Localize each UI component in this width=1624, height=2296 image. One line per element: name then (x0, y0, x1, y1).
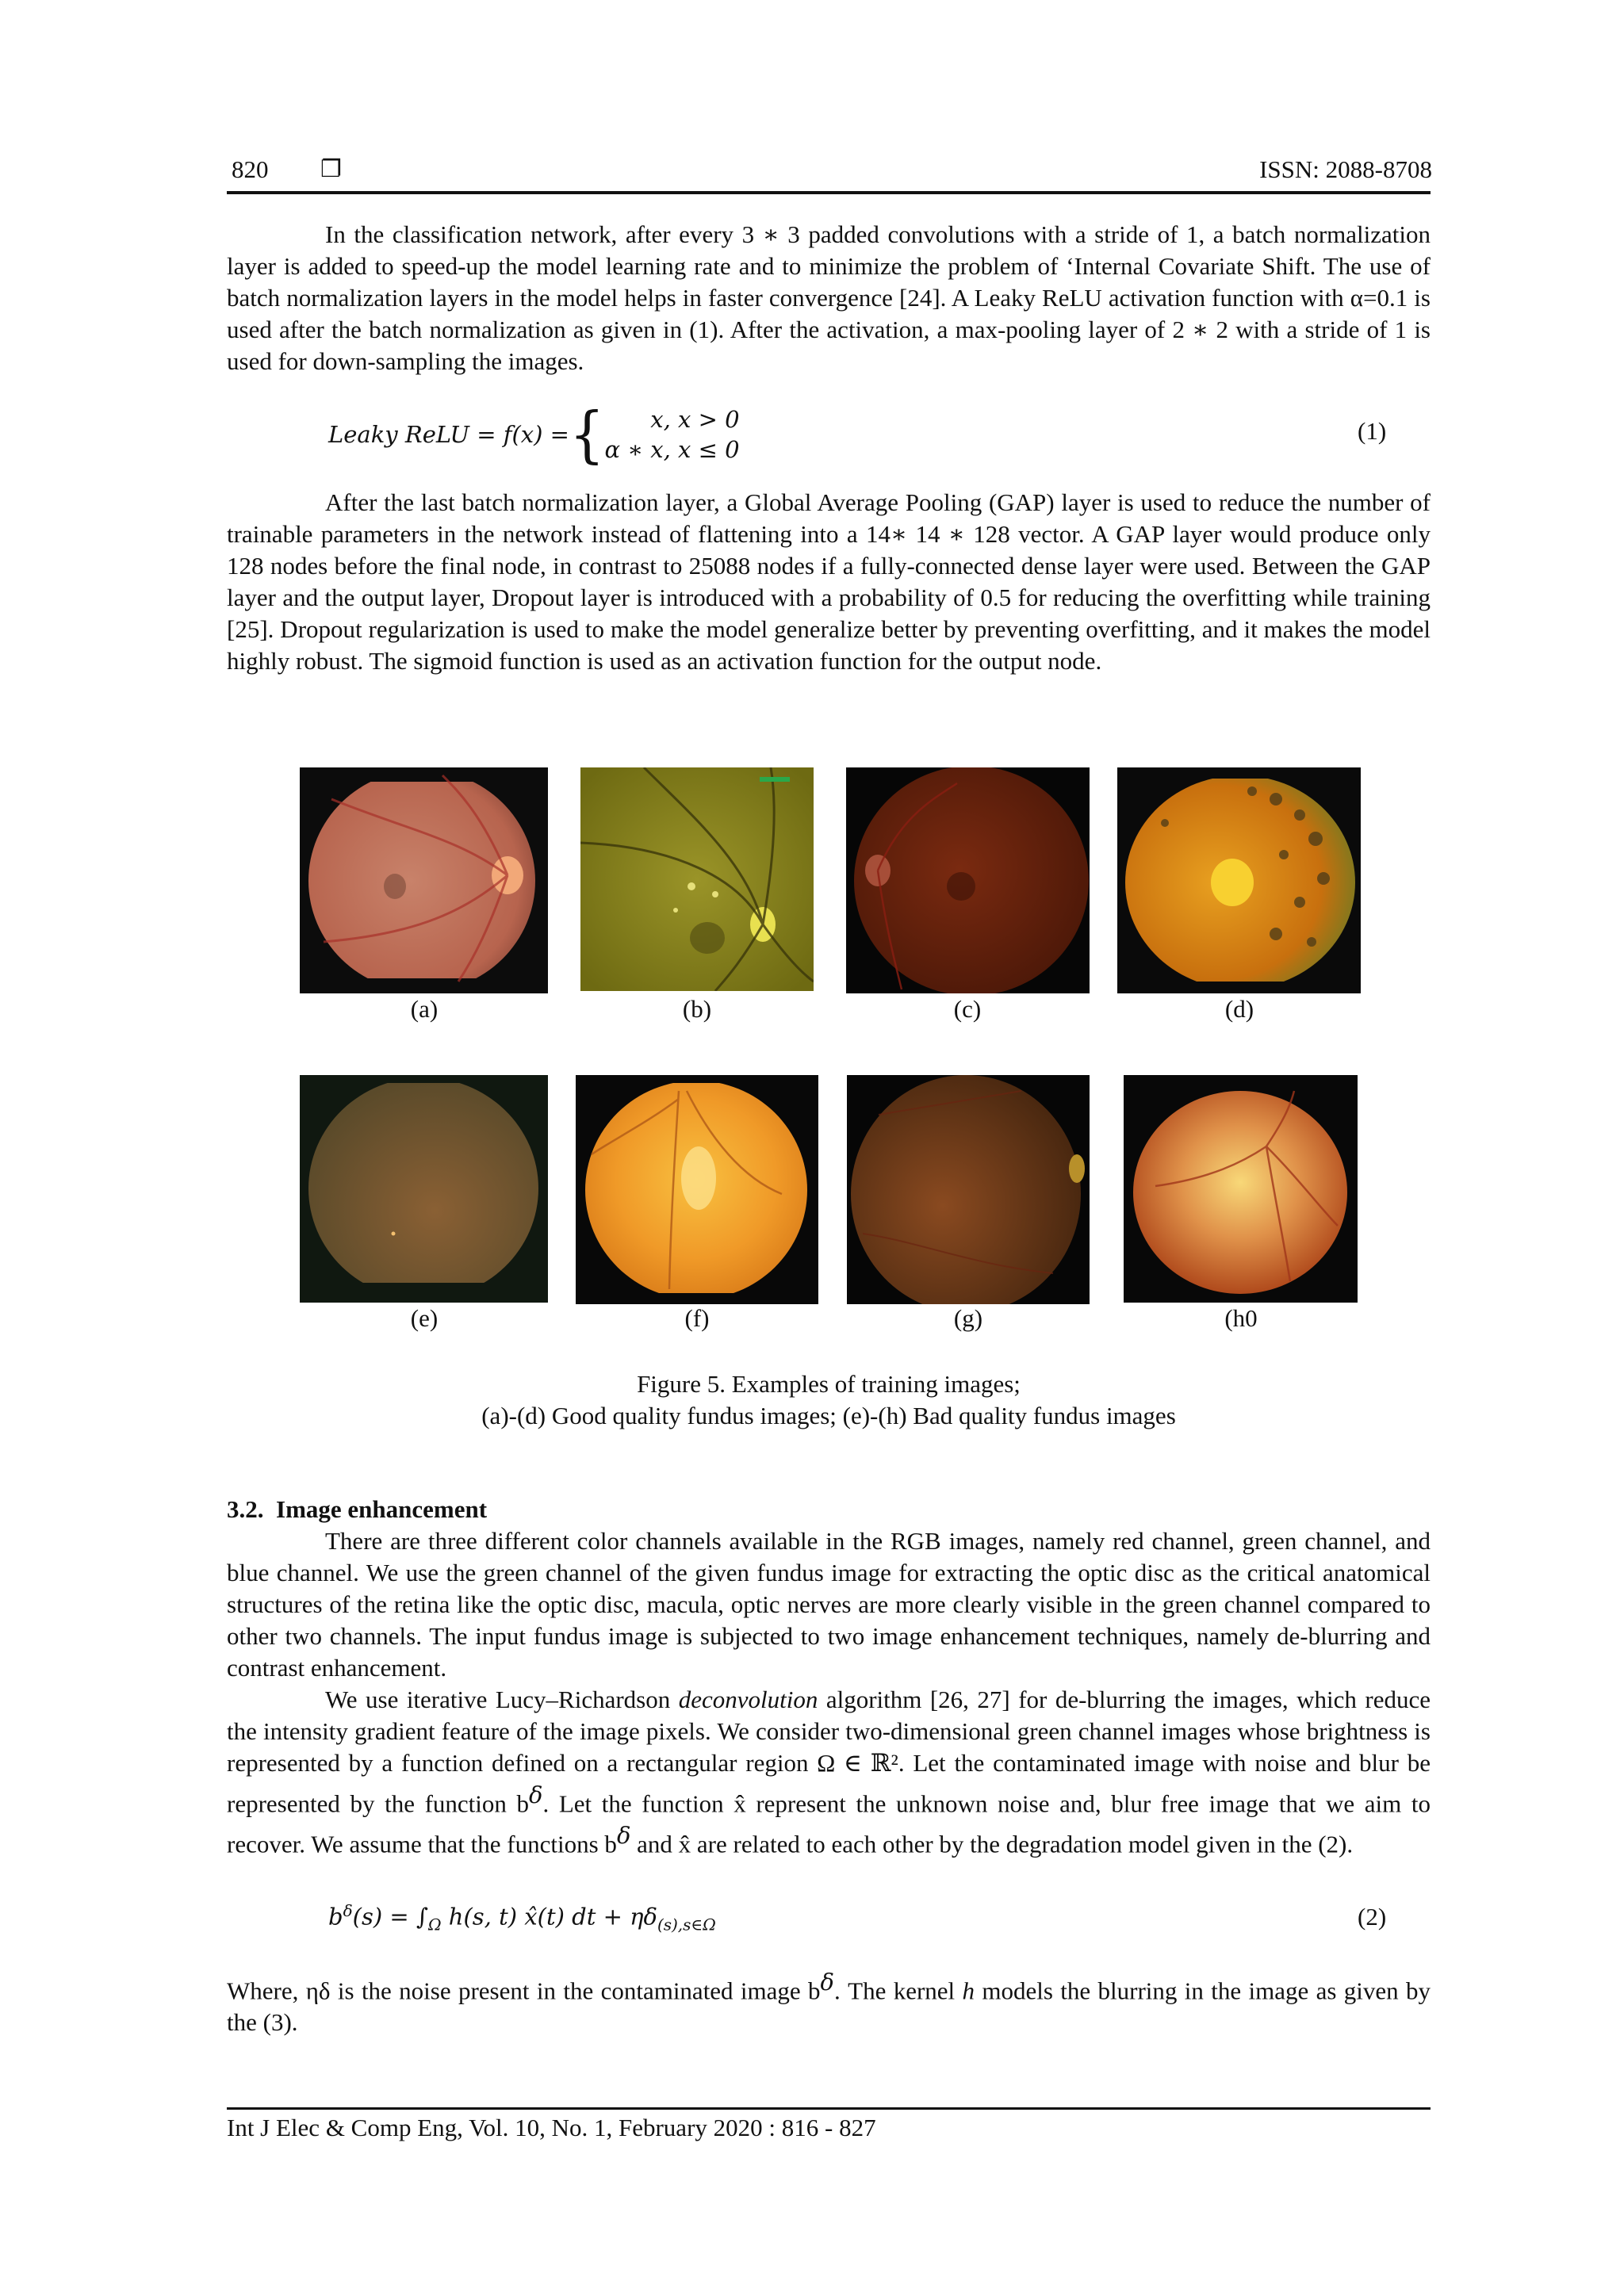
paragraph-text: . The kernel (834, 1976, 963, 2005)
brace: { (569, 398, 605, 471)
fundus-image-g (847, 1075, 1090, 1304)
superscript: δ (343, 1901, 353, 1920)
paragraph-deconvolution (227, 1684, 1431, 1861)
paragraph-classification (227, 219, 1431, 377)
equation-2 (328, 1901, 716, 1934)
superscript: δ (820, 1969, 835, 1996)
equation-2-integral: (s) = ∫ (352, 1903, 428, 1931)
subscript: (s),s∈Ω (657, 1915, 716, 1934)
fundus-image-a (300, 767, 548, 993)
equation-1-number: (1) (1358, 417, 1387, 445)
paragraph-text: We use iterative Lucy–Richardson (325, 1686, 679, 1713)
footer-rule (227, 2107, 1431, 2110)
panel-label-b: (b) (682, 995, 712, 1023)
panel-label-e: (e) (410, 1304, 439, 1332)
figure-caption (227, 1368, 1431, 1432)
fundus-image-f (576, 1075, 818, 1304)
paragraph-text: algorithm [26, 27] for de-blurring the images, which reduce the intensity gradient feature of the image pixels. We consider two-dimensional green channel images whose brightness is represented by a function defined on a rectangular region Ω ∈ ℝ². Let the contaminated image with noise and blur be represented by the function b (227, 1686, 1431, 1818)
superscript: δ (616, 1822, 631, 1850)
superscript: δ (529, 1781, 543, 1808)
section-number: 3.2. (227, 1495, 264, 1523)
header-rule (227, 191, 1431, 194)
paragraph-text: There are three different color channels available in the RGB images, namely red channel, green channel, and blue channel. We use the green channel of the given fundus image for extracting the optic disc as the critical anatomical structures of the retina like the optic disc, macula, optic nerves are more clearly visible in the green channel compared to other two channels. The input fundus image is subjected to two image enhancement techniques, namely de-blurring and contrast enhancement. (227, 1527, 1431, 1682)
caption-line-2: (a)-(d) Good quality fundus images; (e)-(h) Bad quality fundus images (481, 1402, 1176, 1429)
section-title: Image enhancement (276, 1495, 488, 1523)
issn: ISSN: 2088-8708 (1259, 155, 1432, 183)
equation-2-lhs: b (328, 1903, 343, 1931)
equation-2-body: h(s, t) x̂(t) dt + ηδ (441, 1903, 657, 1931)
equation-2-number: (2) (1358, 1903, 1387, 1931)
paragraph-text: . Let the function x̂ represent the unknown noise and, blur free image that we aim to recover. We assume that the functions b (227, 1789, 1431, 1858)
paragraph-text: In the classification network, after every 3 ∗ 3 padded convolutions with a stride of 1, a batch normalization layer is added to speed-up the model learning rate and to minimize the problem of ‘Internal Covariate Shift. The use of batch normalization layers in the model helps in faster convergence [24]. A Leaky ReLU activation function with α=0.1 is used after the batch normalization as given in (1). After the activation, a max-pooling layer of 2 ∗ 2 with a stride of 1 is used for down-sampling the images. (227, 220, 1431, 375)
fundus-image-d (1117, 767, 1361, 993)
fundus-image-c (846, 767, 1090, 993)
fundus-image-b (580, 767, 814, 991)
fundus-image-h (1124, 1075, 1358, 1303)
subscript: Ω (427, 1915, 442, 1934)
paragraph-color-channels (227, 1525, 1431, 1684)
box-glyph-icon: ❐ (320, 155, 342, 183)
panel-label-f: (f) (684, 1304, 710, 1332)
italic-term: h (962, 1976, 975, 2005)
paragraph-text: After the last batch normalization layer, a Global Average Pooling (GAP) layer is used to reduce the number of trainable parameters in the network instead of flattening into a 14∗ 14 ∗ 128 vector. A GAP layer would produce only 128 nodes before the final node, in contrast to 25088 nodes if a fully-connected dense layer were used. Between the GAP layer and the output layer, Dropout layer is introduced with a probability of 0.5 for reducing the overfitting while training [25]. Dropout regularization is used to make the model generalize better by preventing overfitting, and it makes the model highly robust. The sigmoid function is used as an activation function for the output node. (227, 488, 1431, 675)
equation-1-cases (605, 404, 740, 465)
fundus-image-e (300, 1075, 548, 1303)
case-nonpositive: α ∗ x, x ≤ 0 (604, 436, 740, 463)
equation-1 (328, 398, 740, 471)
italic-term: deconvolution (678, 1686, 818, 1713)
case-positive: x, x > 0 (650, 406, 740, 433)
paragraph-text: and x̂ are related to each other by the degradation model given in the (2). (630, 1830, 1354, 1858)
equation-1-lhs: Leaky ReLU = f(x) = (328, 421, 569, 448)
panel-label-g: (g) (953, 1304, 983, 1332)
section-heading (227, 1494, 487, 1525)
paragraph-text: models the blurring in the image as given by the (3). (227, 1976, 1431, 2037)
page-number: 820 (232, 155, 269, 183)
panel-label-h: (h0 (1224, 1304, 1258, 1332)
caption-line-1: Figure 5. Examples of training images; (637, 1370, 1021, 1398)
paragraph-gap (227, 487, 1431, 677)
footer-citation: Int J Elec & Comp Eng, Vol. 10, No. 1, February 2020 : 816 - 827 (227, 2114, 876, 2141)
panel-label-a: (a) (410, 995, 439, 1023)
paragraph-noise (227, 1966, 1431, 2038)
paragraph-text: Where, ηδ is the noise present in the contaminated image b (227, 1976, 821, 2005)
panel-label-d: (d) (1224, 995, 1254, 1023)
panel-label-c: (c) (953, 995, 982, 1023)
